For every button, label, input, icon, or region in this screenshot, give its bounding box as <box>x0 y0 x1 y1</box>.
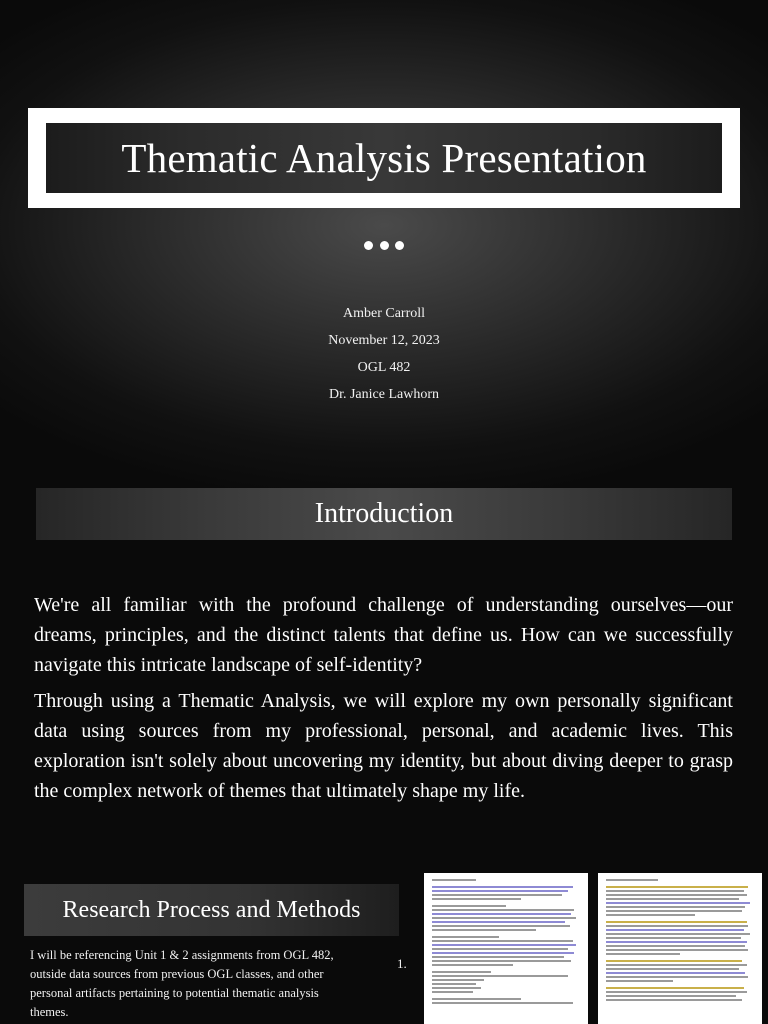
document-thumbnail <box>598 873 762 1024</box>
document-text-lines <box>606 879 754 1003</box>
ellipsis-decoration <box>364 240 404 250</box>
presentation-title: Thematic Analysis Presentation <box>121 135 647 181</box>
research-body: I will be referencing Unit 1 & 2 assignments from OGL 482, outside data sources from previous OGL classes, and other personal artifacts pertaining to potential thematic analysis themes. <box>30 948 334 1019</box>
document-text-lines <box>432 879 580 1006</box>
title-frame <box>28 108 740 208</box>
instructor-name: Dr. Janice Lawhorn <box>328 387 440 402</box>
dot-icon <box>380 241 389 250</box>
dot-icon <box>364 241 373 250</box>
dot-icon <box>395 241 404 250</box>
author-name: Amber Carroll <box>342 306 426 321</box>
research-banner <box>24 884 399 936</box>
introduction-paragraph: We're all familiar with the profound challenge of understanding ourselves—our dreams, principles, and the distinct talents that define us. How can we successfully navigate this intricate landscape of self-identity? <box>34 594 733 676</box>
title-meta <box>0 300 768 408</box>
introduction-paragraph: Through using a Thematic Analysis, we will explore my own personally significant data using sources from my professional, personal, and academic lives. This exploration isn't solely about uncovering my identity, but about diving deeper to grasp the complex network of themes that ultimately shape my life. <box>34 690 733 802</box>
introduction-body <box>34 590 733 812</box>
list-marker: 1. <box>397 956 407 971</box>
title-banner <box>46 123 722 193</box>
research-heading: Research Process and Methods <box>62 896 361 923</box>
introduction-heading: Introduction <box>314 498 454 529</box>
document-thumbnail <box>424 873 588 1024</box>
introduction-banner <box>36 488 732 540</box>
presentation-date: November 12, 2023 <box>328 333 440 348</box>
course-code: OGL 482 <box>357 360 411 375</box>
